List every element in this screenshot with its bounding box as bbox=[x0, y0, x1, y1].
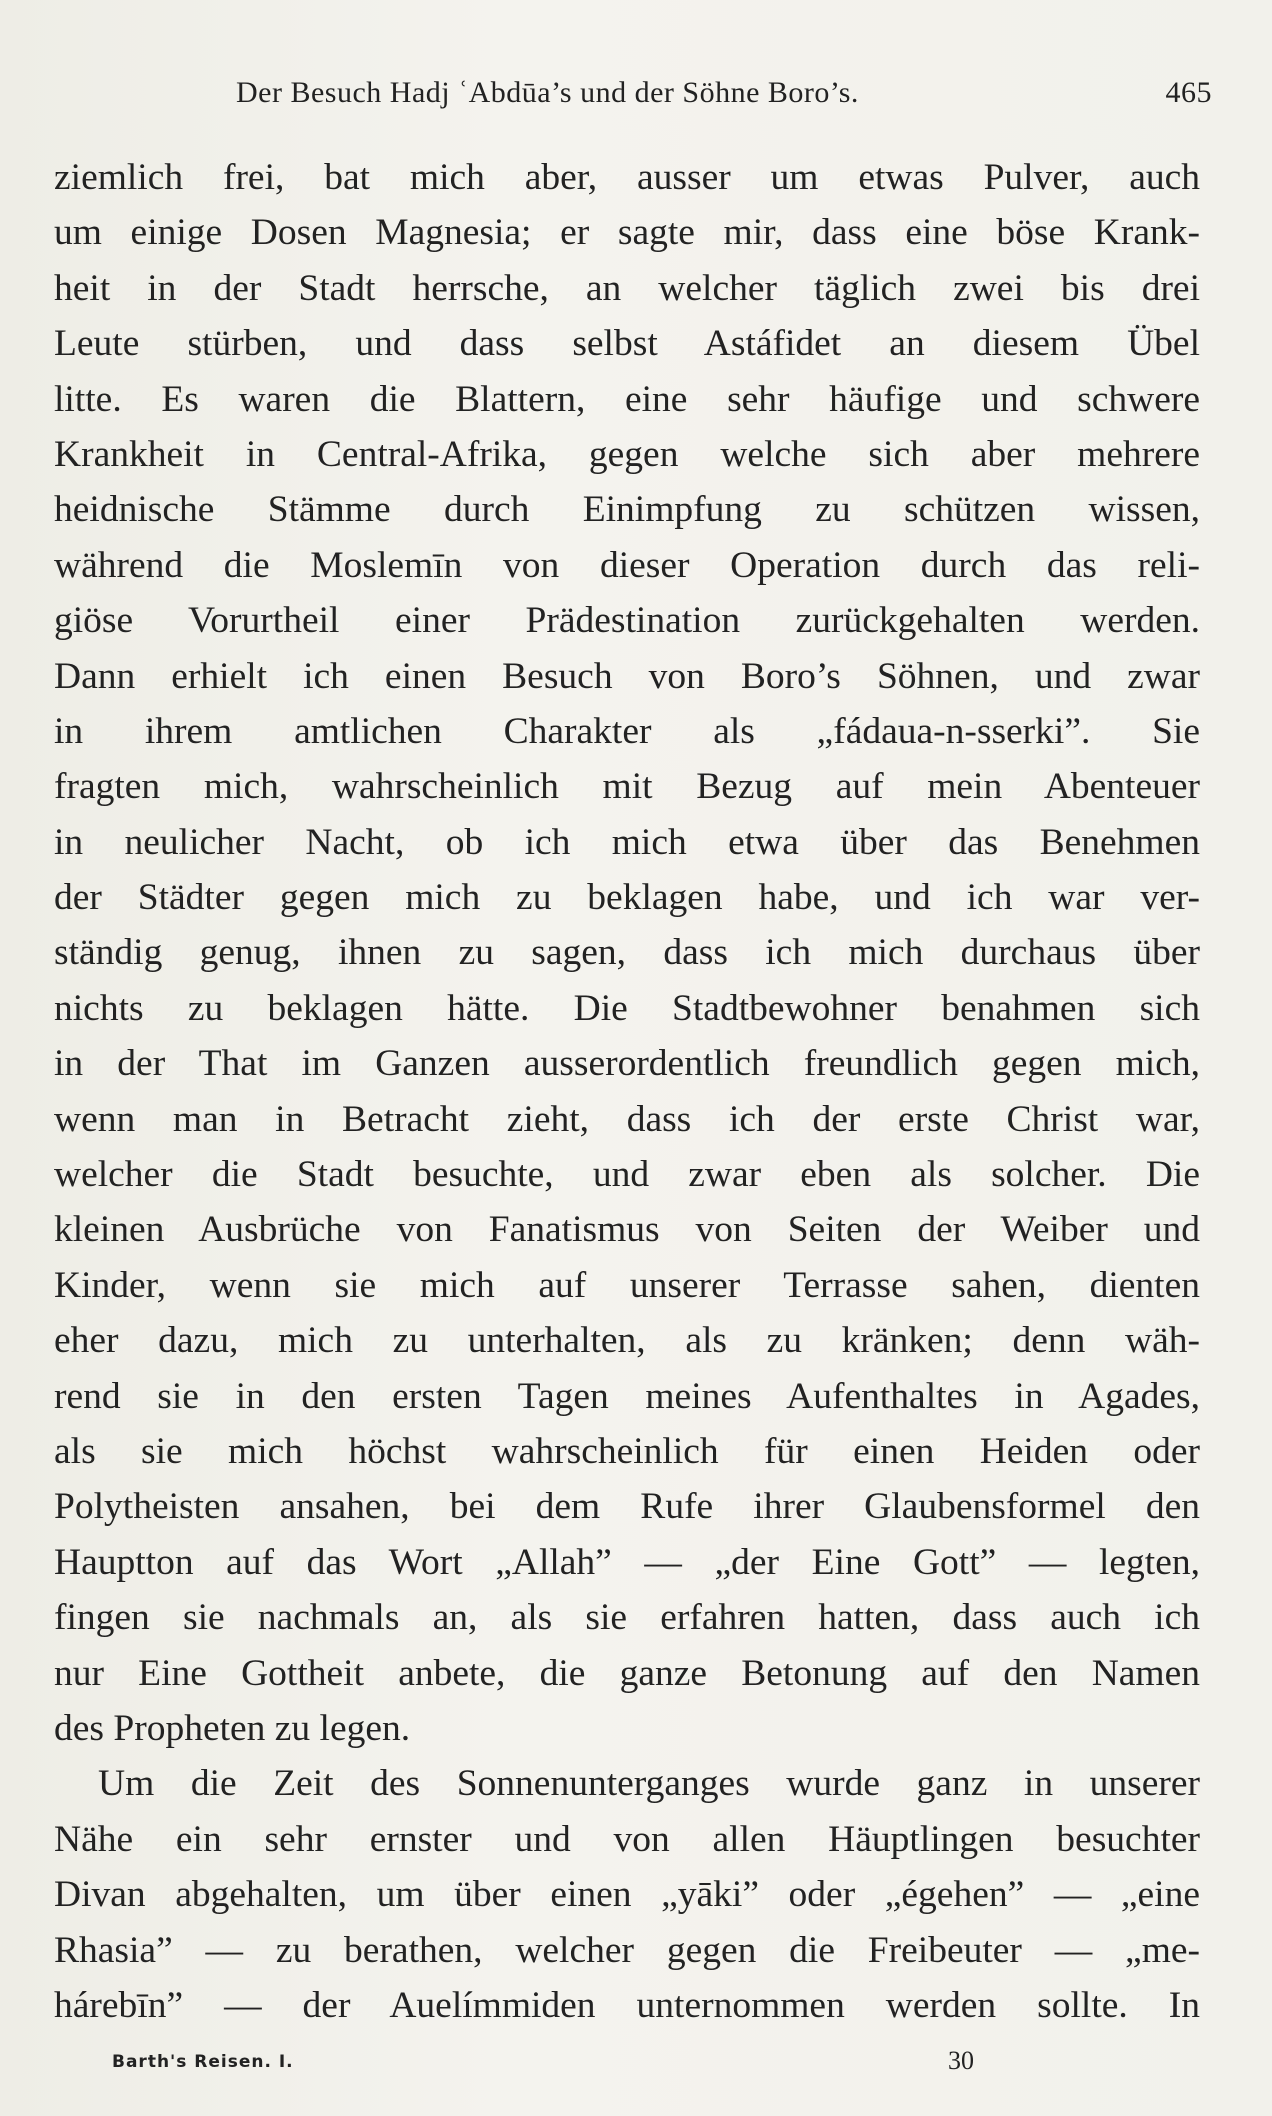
text-line: in ihrem amtlichen Charakter als „fádaua-n-sserki”. Sie bbox=[54, 710, 1200, 752]
text-line: des Propheten zu legen. bbox=[54, 1707, 411, 1749]
text-line: ständig genug, ihnen zu sagen, dass ich mich durchaus über bbox=[54, 932, 1200, 974]
text-line: heit in der Stadt herrsche, an welcher täglich zwei bis drei bbox=[54, 267, 1200, 309]
text-line: Divan abgehalten, um über einen „yāki” oder „égehen” — „eine bbox=[54, 1874, 1200, 1916]
text-line: giöse Vorurtheil einer Prädestination zurückgehalten werden. bbox=[54, 600, 1200, 642]
text-line: Dann erhielt ich einen Besuch von Boro’s Söhnen, und zwar bbox=[54, 655, 1200, 697]
text-line: rend sie in den ersten Tagen meines Aufenthaltes in Agades, bbox=[54, 1375, 1200, 1417]
paragraph bbox=[54, 150, 1200, 1756]
text-line: nur Eine Gottheit anbete, die ganze Betonung auf den Namen bbox=[54, 1652, 1200, 1694]
text-line: welcher die Stadt besuchte, und zwar eben als solcher. Die bbox=[54, 1154, 1200, 1196]
text-line: als sie mich höchst wahrscheinlich für einen Heiden oder bbox=[54, 1430, 1200, 1472]
text-line: um einige Dosen Magnesia; er sagte mir, dass eine böse Krank- bbox=[54, 212, 1200, 254]
text-line: Nähe ein sehr ernster und von allen Häuptlingen besuchter bbox=[54, 1818, 1200, 1860]
text-line: während die Moslemīn von dieser Operation durch das reli- bbox=[54, 544, 1200, 586]
text-line: der Städter gegen mich zu beklagen habe, und ich war ver- bbox=[54, 877, 1200, 919]
signature-mark: Barth's Reisen. I. bbox=[112, 2052, 294, 2072]
text-line: fingen sie nachmals an, als sie erfahren hatten, dass auch ich bbox=[54, 1597, 1200, 1639]
text-line: eher dazu, mich zu unterhalten, als zu kränken; denn wäh- bbox=[54, 1320, 1200, 1362]
body-text bbox=[54, 150, 1200, 2033]
paragraph bbox=[54, 1756, 1200, 2033]
text-line: in neulicher Nacht, ob ich mich etwa über das Benehmen bbox=[54, 821, 1200, 863]
text-line: Hauptton auf das Wort „Allah” — „der Eine Gott” — legten, bbox=[54, 1541, 1200, 1583]
text-line: nichts zu beklagen hätte. Die Stadtbewohner benahmen sich bbox=[54, 987, 1200, 1029]
running-head bbox=[236, 76, 1212, 116]
text-line: hárebīn” — der Auelímmiden unternommen werden sollte. In bbox=[54, 1984, 1200, 2026]
text-line: fragten mich, wahrscheinlich mit Bezug auf mein Abenteuer bbox=[54, 766, 1200, 808]
text-line: Kinder, wenn sie mich auf unserer Terrasse sahen, dienten bbox=[54, 1264, 1200, 1306]
signature-number: 30 bbox=[948, 2046, 974, 2075]
page-footer bbox=[112, 2046, 1012, 2080]
text-line: Rhasia” — zu berathen, welcher gegen die Freibeuter — „me- bbox=[54, 1929, 1200, 1971]
text-line: Um die Zeit des Sonnenunterganges wurde ganz in unserer bbox=[98, 1763, 1200, 1805]
text-line: Leute stürben, und dass selbst Astáfidet an diesem Übel bbox=[54, 323, 1200, 365]
text-line: ziemlich frei, bat mich aber, ausser um etwas Pulver, auch bbox=[54, 157, 1200, 198]
running-title: Der Besuch Hadj ʿAbdūa’s und der Söhne Boro’s. bbox=[236, 76, 859, 109]
text-line: kleinen Ausbrüche von Fanatismus von Seiten der Weiber und bbox=[54, 1209, 1200, 1251]
text-line: heidnische Stämme durch Einimpfung zu schützen wissen, bbox=[54, 489, 1200, 531]
text-line: Polytheisten ansahen, bei dem Rufe ihrer Glaubensformel den bbox=[54, 1486, 1200, 1528]
text-line: Krankheit in Central-Afrika, gegen welche sich aber mehrere bbox=[54, 433, 1200, 475]
text-line: wenn man in Betracht zieht, dass ich der erste Christ war, bbox=[54, 1098, 1200, 1140]
text-line: in der That im Ganzen ausserordentlich freundlich gegen mich, bbox=[54, 1043, 1200, 1085]
page-number: 465 bbox=[1165, 76, 1212, 109]
text-line: litte. Es waren die Blattern, eine sehr häufige und schwere bbox=[54, 378, 1200, 420]
